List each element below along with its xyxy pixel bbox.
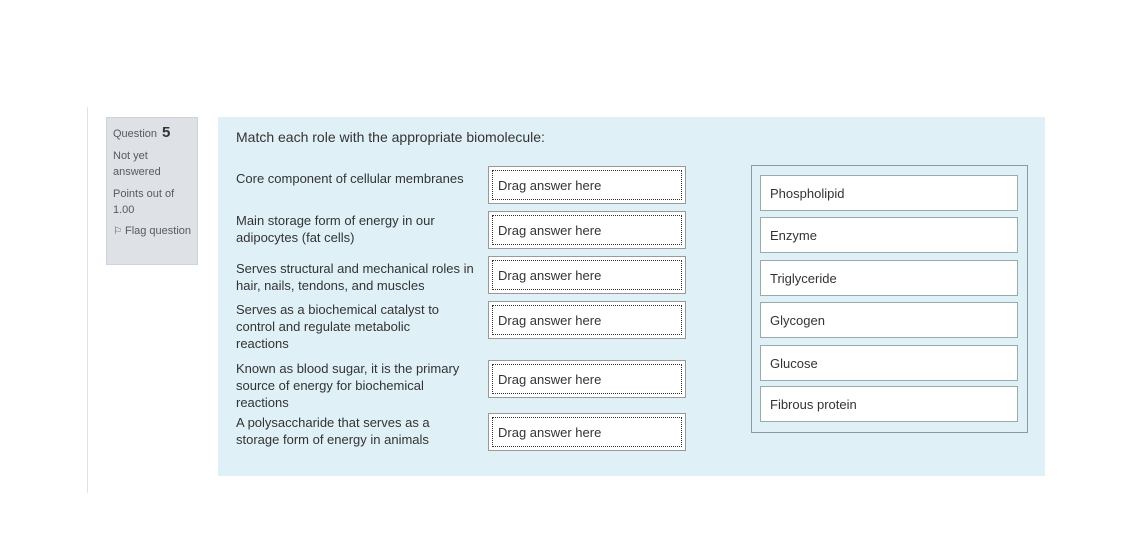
- row-label: Main storage form of energy in our adipocytes (fat cells): [236, 213, 435, 245]
- question-number-label: Question: [113, 128, 158, 140]
- flag-outline-icon: ⚐: [113, 226, 122, 237]
- drop-zone-placeholder: Drag answer here: [492, 260, 682, 290]
- drop-zone-placeholder: Drag answer here: [492, 305, 682, 335]
- drop-zone[interactable]: [488, 360, 686, 398]
- question-number: [113, 125, 191, 142]
- question-text: Match each role with the appropriate biomolecule:: [236, 129, 545, 145]
- question-formulation: [218, 117, 1045, 476]
- draggable-choice[interactable]: Enzyme: [760, 217, 1018, 253]
- drop-zone-placeholder: Drag answer here: [492, 170, 682, 200]
- draggable-choice[interactable]: Phospholipid: [760, 175, 1018, 211]
- row-label: A polysaccharide that serves as a storage form of energy in animals: [236, 415, 430, 447]
- drop-zone[interactable]: [488, 166, 686, 204]
- answer-choices-panel: [751, 165, 1028, 433]
- question-number-value: 5: [162, 124, 171, 141]
- row-label: Core component of cellular membranes: [236, 171, 464, 186]
- left-divider: [87, 107, 88, 493]
- question-grade: Points out of 1.00: [113, 188, 175, 216]
- drop-zone[interactable]: [488, 413, 686, 451]
- draggable-choice[interactable]: Triglyceride: [760, 260, 1018, 296]
- draggable-choice[interactable]: Glucose: [760, 345, 1018, 381]
- question-info-panel: [106, 117, 198, 265]
- flag-question-label: Flag question: [124, 225, 192, 237]
- drop-zone[interactable]: [488, 301, 686, 339]
- draggable-choice[interactable]: Glycogen: [760, 302, 1018, 338]
- drop-zone-placeholder: Drag answer here: [492, 215, 682, 245]
- flag-question-link[interactable]: [113, 223, 191, 240]
- row-label: Known as blood sugar, it is the primary source of energy for biochemical reactions: [236, 361, 460, 410]
- row-label: Serves structural and mechanical roles in hair, nails, tendons, and muscles: [236, 261, 474, 293]
- row-label: Serves as a biochemical catalyst to control and regulate metabolic reactions: [236, 302, 440, 351]
- drop-zone[interactable]: [488, 211, 686, 249]
- drop-zone[interactable]: [488, 256, 686, 294]
- drop-zone-placeholder: Drag answer here: [492, 364, 682, 394]
- draggable-choice[interactable]: Fibrous protein: [760, 386, 1018, 422]
- question-state: Not yet answered: [113, 150, 161, 178]
- drop-zone-placeholder: Drag answer here: [492, 417, 682, 447]
